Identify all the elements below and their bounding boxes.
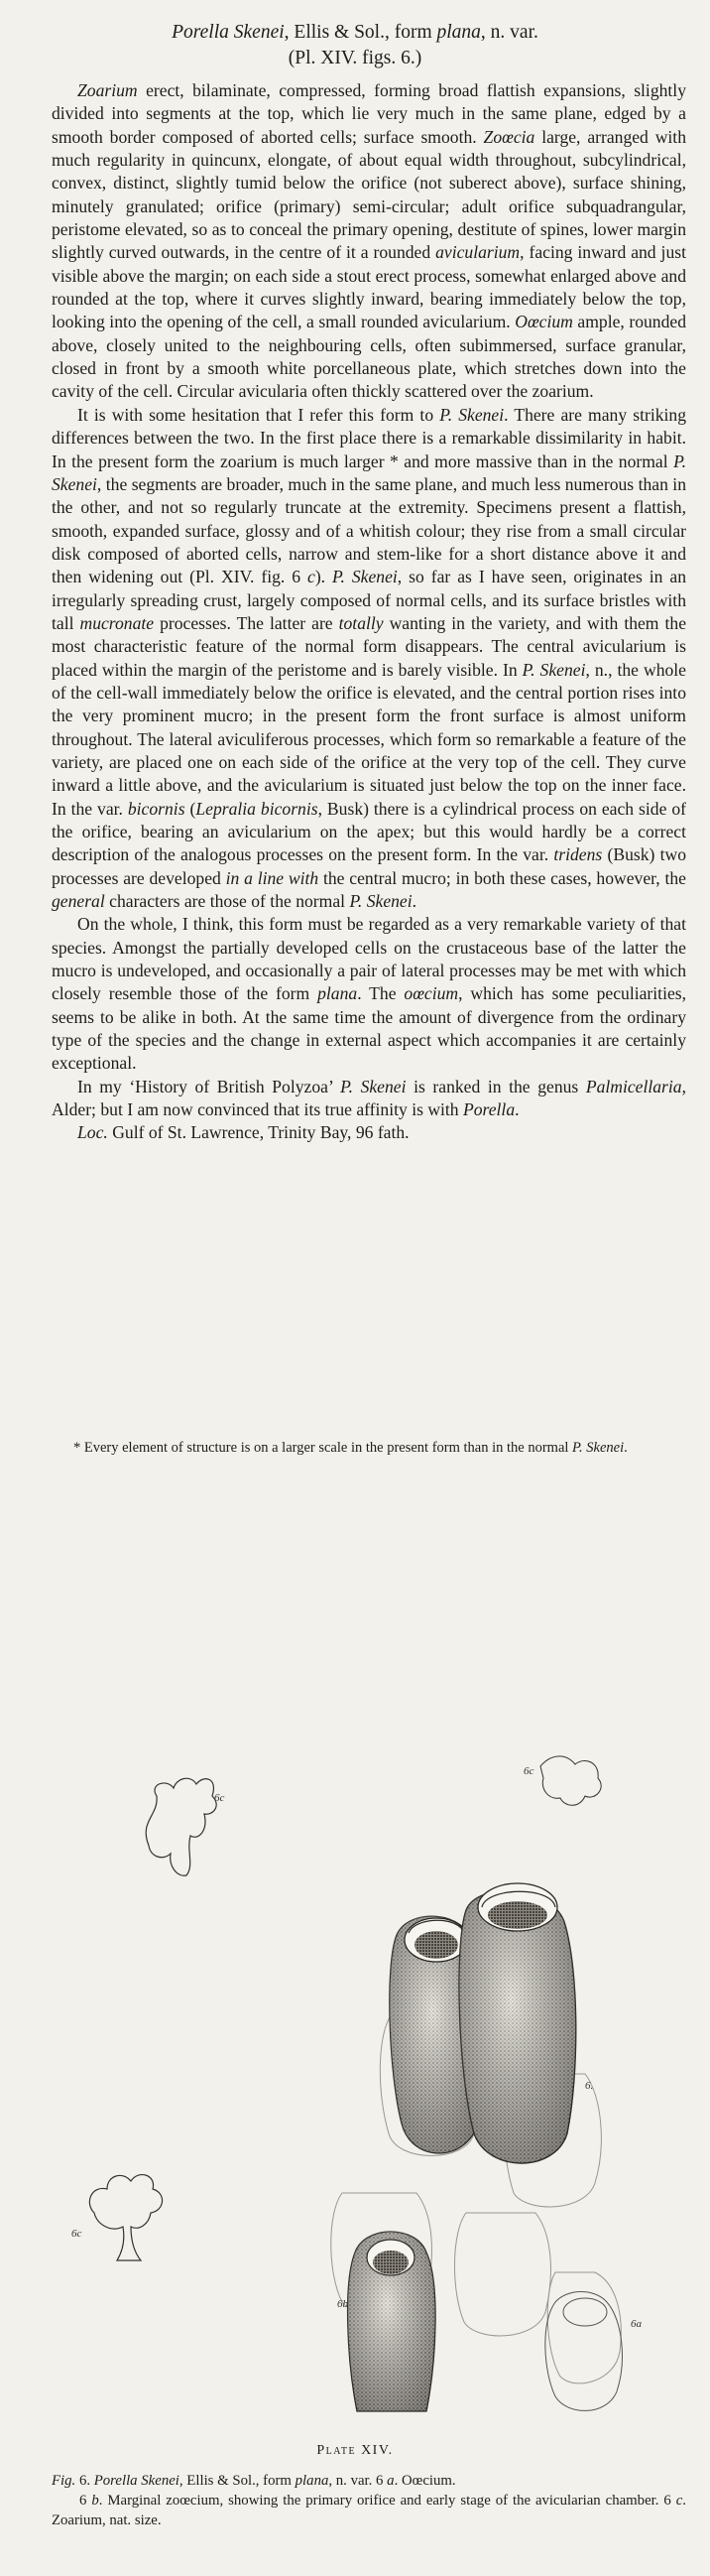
zoarium-outline-top-right bbox=[540, 1756, 601, 1805]
taxonomy-paragraph: In my ‘History of British Polyzoa’ P. Skenei is ranked in the genus Palmicellaria, Alder; but I am now convinced that its true affinity is with Porella. bbox=[52, 1076, 686, 1120]
label-6c-left: 6c bbox=[71, 2228, 82, 2240]
label-6a: 6a bbox=[631, 2318, 642, 2330]
locality-paragraph: Loc. Gulf of St. Lawrence, Trinity Bay, 96 fath. bbox=[77, 1122, 410, 1143]
label-6b: 6b bbox=[337, 2298, 348, 2310]
plate-reference: (Pl. XIV. figs. 6.) bbox=[288, 48, 422, 68]
figure-caption: Fig. 6. Porella Skenei, Ellis & Sol., form plana, n. var. 6 a. Oœcium. 6 b. Marginal zoœcium, showing the primary orifice and early stage of the avicularian chamber. 6 c. Zoarium, nat. size. bbox=[52, 2473, 686, 2528]
species-heading: Porella Skenei, Ellis & Sol., form plana, n. var. bbox=[172, 22, 538, 43]
description-paragraph: Zoarium erect, bilaminate, compressed, forming broad flattish expansions, slightly divided into segments at the top, which lie very much in the same plane, edged by a smooth border composed of aborted cells; surface smooth. Zoœcia large, arranged with much regularity in quincunx, elongate, of about equal width throughout, subcylindrical, convex, distinct, slightly tumid below the orifice (not suberect above), surface shining, minutely granulated; orifice (primary) semi-circular; adult orifice subquadrangular, peristome elevated, so as to conceal the primary opening, destitute of spines, lower margin slightly curved outwards, in the centre of it a rounded avicularium, facing inward and just visible above the margin; on each side a stout erect process, somewhat enlarged above and rounded at the top, where it curves slightly inward, bearing immediately below the top, looking into the opening of the cell, a small rounded avicularium. Oœcium ample, rounded above, closely united to the neighbouring cells, often subimmersed, surface granular, closed in front by a smooth white porcellaneous plate, which stretches down into the cavity of the cell. Circular avicularia often thickly scattered over the zoarium. bbox=[52, 80, 686, 402]
zoarium-outline-top bbox=[146, 1778, 216, 1875]
label-6c-top-right: 6c bbox=[524, 1765, 534, 1777]
marginal-zooecium bbox=[348, 2232, 435, 2411]
footnote: * Every element of structure is on a larger scale in the present form than in the normal P. Skenei. bbox=[73, 1440, 628, 1456]
oecium-outline bbox=[545, 2292, 623, 2411]
conclusion-paragraph: On the whole, I think, this form must be regarded as a very remarkable variety of that species. Amongst the partially developed cells on the crustaceous base of the latter the mucro is undeveloped, and occasionally a pair of lateral processes may be met with which closely resemble those of the form plana. The oœcium, which has some peculiarities, seems to be alike in both. At the same time the amount of divergence from the ordinary type of the species and the change in external aspect which accompanies it are certainly exceptional. bbox=[52, 914, 687, 1074]
label-6: 6. bbox=[585, 2080, 594, 2092]
discussion-paragraph: It is with some hesitation that I refer this form to P. Skenei. There are many striking differences between the two. In the first place there is a remarkable dissimilarity in habit. In the present form the zoarium is much larger * and more massive than in the normal P. Skenei, the segments are broader, much in the same plane, and much less numerous than in the other, and not so regularly truncate at the extremity. Specimens present a flattish, smooth, expanded surface, glossy and of a whitish colour; they rise from a small circular disk composed of aborted cells, narrow and stem-like for a short distance above it and then widening out (Pl. XIV. fig. 6 c). P. Skenei, so far as I have seen, originates in an irregularly spreading crust, largely composed of normal cells, and its surface bristles with tall mucronate processes. The latter are totally wanting in the variety, and with them the most characteristic feature of the normal form disappears. The central avicularium is placed within the margin of the peristome and is barely visible. In P. Skenei, n., the whole of the cell-wall immediately below the orifice is elevated, and the central portion rises into the very prominent mucro; in the present form the front surface is almost uniform throughout. The lateral aviculiferous processes, which form so remarkable a feature of the variety, are placed one on each side of the orifice at the very top of the cell. They curve inward a little above, and the avicularium is situated just below the top on the inner face. In the var. bicornis (Lepralia bicornis, Busk) there is a cylindrical process on each side of the orifice, bearing an avicularium on the apex; but this would hardly be a correct description of the analogous processes on the present form. In the var. tridens (Busk) two processes are developed in a line with the central mucro; in both these cases, however, the general characters are those of the normal P. Skenei. bbox=[52, 404, 687, 912]
plate-illustration bbox=[0, 1518, 710, 2471]
label-6c-top: 6c bbox=[214, 1792, 225, 1804]
plate-drawing bbox=[0, 1518, 710, 2441]
plate-label: Plate XIV. bbox=[316, 2443, 394, 2458]
species-name: Porella Skenei bbox=[172, 22, 285, 43]
body-text bbox=[52, 79, 686, 1145]
zoarium-outline-left bbox=[89, 2175, 162, 2260]
